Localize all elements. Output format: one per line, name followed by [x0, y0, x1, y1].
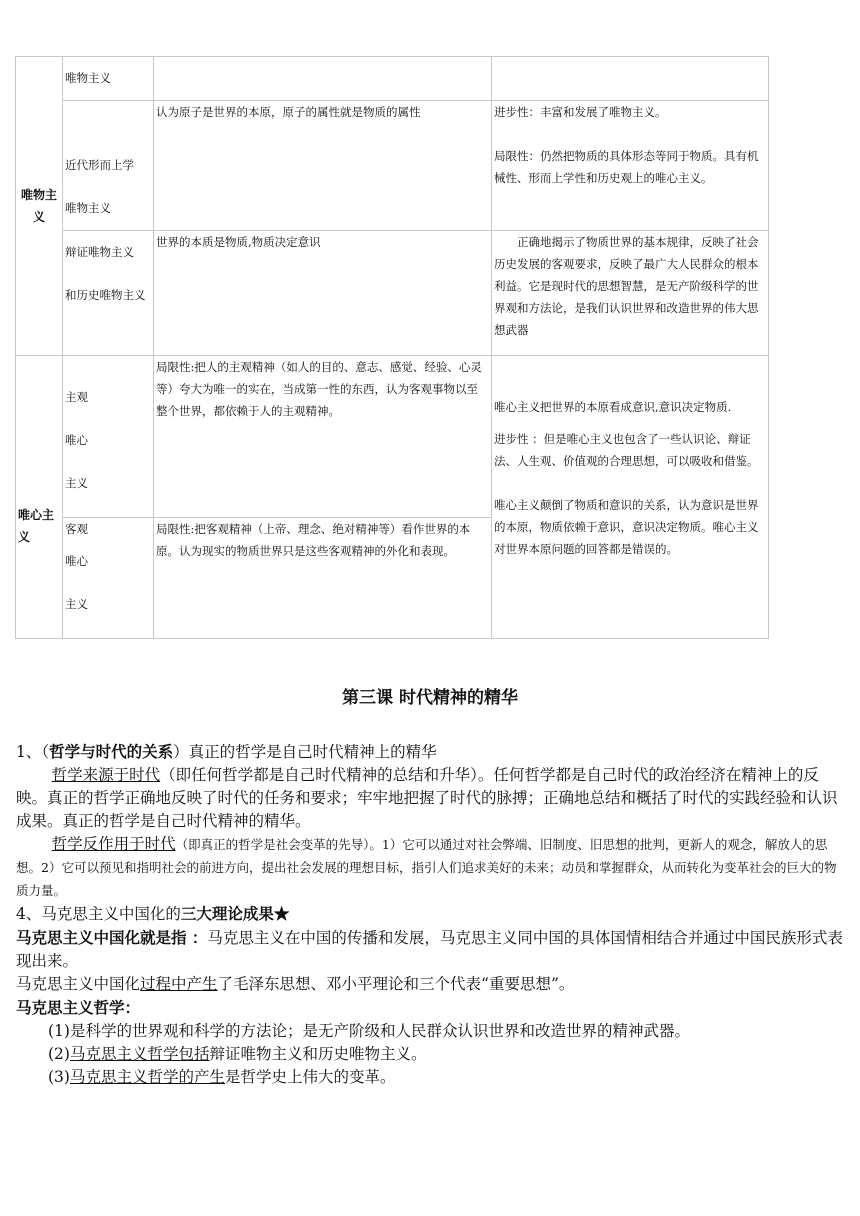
section-4-heading: 4、马克思主义中国化的三大理论成果★	[16, 904, 290, 923]
subjective-idealism-view-cell: 局限性:把人的主观精神（如人的目的、意志、感觉、经验、心灵等）夸大为唯一的实在，当成第一性的东西，认为客观事物以至整个世界，都依赖于人的主观精神。	[154, 356, 492, 518]
objective-idealism-view-cell: 局限性:把客观精神（上帝、理念、绝对精神等）看作世界的本原。认为现实的物质世界只是这些客观精神的外化和表现。	[154, 518, 492, 639]
materialism-category-cell: 唯物主义	[16, 57, 63, 356]
empty-eval-cell	[492, 57, 769, 101]
marxist-philosophy-item-2: (2)马克思主义哲学包括辩证唯物主义和历史唯物主义。	[48, 1045, 427, 1063]
section-1-paragraph-1: 哲学来源于时代（即任何哲学都是自己时代精神的总结和升华）。任何哲学都是自己时代的政治经济在精神上的反映。真正的哲学正确地反映了时代的任务和要求；牢牢地把握了时代的脉搏；正确地总结和概括了时代的实践经验和认识成果。真正的哲学是自己时代精神的精华。	[16, 766, 838, 830]
section-1-heading: 1、（哲学与时代的关系）真正的哲学是自己时代精神上的精华	[16, 742, 437, 761]
dialectical-materialism-eval-cell: 正确地揭示了物质世界的基本规律，反映了社会历史发展的客观要求，反映了最广大人民群众的根本利益。它是现时代的思想智慧，是无产阶级科学的世界观和方法论，是我们认识世界和改造世界的伟大思想武器	[492, 231, 769, 356]
metaphysical-materialism-name-cell: 近代形而上学 唯物主义	[63, 101, 154, 231]
dialectical-materialism-name-cell: 辩证唯物主义 和历史唯物主义	[63, 231, 154, 356]
lesson-title: 第三课 时代精神的精华	[342, 688, 518, 708]
objective-idealism-name-cell: 客观 唯心 主义	[63, 518, 154, 639]
marxist-philosophy-item-3: (3)马克思主义哲学的产生是哲学史上伟大的变革。	[48, 1068, 396, 1086]
marxist-philosophy-heading: 马克思主义哲学：	[16, 998, 141, 1017]
dialectical-materialism-view-cell: 世界的本质是物质,物质决定意识	[154, 231, 492, 356]
philosophy-comparison-table	[15, 56, 769, 639]
section-4-production: 马克思主义中国化过程中产生了毛泽东思想、邓小平理论和三个代表“重要思想”。	[16, 975, 575, 993]
materialism-name-cell: 唯物主义	[63, 57, 154, 101]
idealism-category-cell: 唯心主义	[16, 356, 63, 639]
marxist-philosophy-item-1: (1)是科学的世界观和科学的方法论；是无产阶级和人民群众认识世界和改造世界的精神武器。	[48, 1022, 690, 1040]
section-4-definition: 马克思主义中国化就是指 ：马克思主义在中国的传播和发展，马克思主义同中国的具体国情相结合并通过中国民族形式表现出来。	[16, 928, 843, 970]
lesson-body	[16, 740, 846, 1089]
empty-view-cell	[154, 57, 492, 101]
section-1-paragraph-2: 哲学反作用于时代（即真正的哲学是社会变革的先导）。1）它可以通过对社会弊端、旧制度、旧思想的批判，更新人的观念，解放人的思想。2）它可以预见和指明社会的前进方向，提出社会发展的理想目标，指引人们追求美好的未来；动员和掌握群众，从而转化为变革社会的巨大的物质力量。	[16, 835, 837, 898]
metaphysical-materialism-view-cell: 认为原子是世界的本原，原子的属性就是物质的属性	[154, 101, 492, 231]
subjective-idealism-name-cell: 主观 唯心 主义	[63, 356, 154, 518]
idealism-eval-cell: 唯心主义把世界的本原看成意识,意识决定物质. 进步性 ：但是唯心主义也包含了一些认识论、辩证法、人生观、价值观的合理思想，可以吸收和借鉴。 唯心主义颠倒了物质和意识的关系，认为意识是世界的本原，物质依赖于意识，意识决定物质。唯心主义对世界本原问题的回答都是错误的。	[492, 356, 769, 639]
metaphysical-materialism-eval-cell: 进步性：丰富和发展了唯物主义。 局限性：仍然把物质的具体形态等同于物质。具有机械性、形而上学性和历史观上的唯心主义。	[492, 101, 769, 231]
